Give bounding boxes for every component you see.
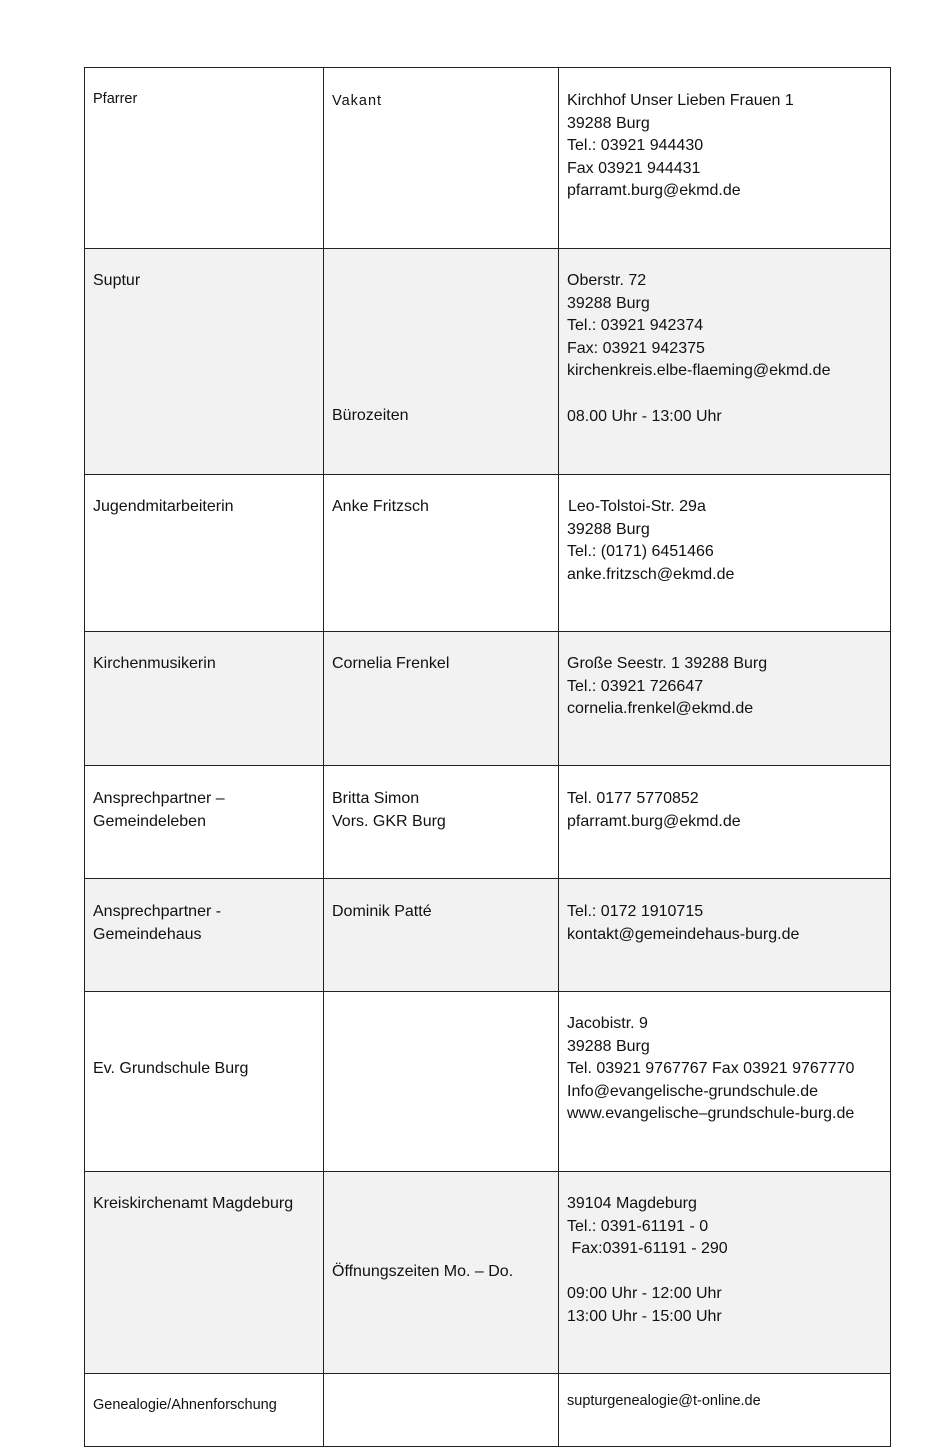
phone-line: Tel.: 0391-61191 - 0 (567, 1217, 709, 1235)
phone-line: Tel.: (0171) 6451466 (567, 543, 714, 561)
phone-line: Tel.: 03921 726647 (567, 677, 704, 695)
person-cell (324, 766, 559, 879)
phone-line: Tel. 0177 5770852 (567, 790, 699, 807)
table-row (85, 68, 891, 249)
address-line: Große Seestr. 1 39288 Burg (567, 655, 768, 672)
person-cell (324, 879, 559, 992)
phone-line: Tel.: 03921 942374 (567, 317, 704, 335)
role-label: Genealogie/Ahnenforschung (93, 1397, 277, 1413)
role-label: Ev. Grundschule Burg (93, 1060, 249, 1077)
role-label-line-2: Gemeindehaus (93, 925, 202, 943)
email-line: anke.fritzsch@ekmd.de (567, 565, 735, 583)
contact-cell (559, 475, 891, 632)
contact-cell (559, 68, 891, 249)
table-row (85, 475, 891, 632)
opening-hours-label: Öffnungszeiten Mo. – Do. (332, 1263, 514, 1280)
person-name: Vakant (332, 93, 383, 109)
city-line: 39288 Burg (567, 1037, 650, 1055)
person-name: Britta Simon (332, 790, 420, 807)
city-line: 39288 Burg (567, 294, 650, 312)
email-line: kirchenkreis.elbe-flaeming@ekmd.de (567, 362, 831, 380)
website-line: www.evangelische–grundschule-burg.de (567, 1105, 855, 1123)
hours-line-2: 13:00 Uhr - 15:00 Uhr (567, 1307, 722, 1325)
contact-table (84, 67, 891, 1447)
person-name: Anke Fritzsch (332, 498, 429, 515)
table-row (85, 1374, 891, 1447)
person-cell (324, 475, 559, 632)
address-line: Leo-Tolstoi-Str. 29a (568, 498, 706, 515)
phone-line: Tel.: 0172 1910715 (567, 903, 704, 920)
contact-cell (559, 879, 891, 992)
fax-line: Fax:0391-61191 - 290 (567, 1240, 728, 1258)
person-cell (324, 1172, 559, 1374)
role-label-line-2: Gemeindeleben (93, 812, 206, 830)
fax-line: Fax: 03921 942375 (567, 339, 705, 357)
contact-cell (559, 632, 891, 766)
table-row (85, 879, 891, 992)
email-line: cornelia.frenkel@ekmd.de (567, 700, 754, 718)
address-line: Kirchhof Unser Lieben Frauen 1 (567, 92, 794, 109)
contact-cell (559, 1172, 891, 1374)
phone-line: Tel.: 03921 944430 (567, 137, 704, 155)
table-row (85, 1172, 891, 1374)
person-cell (324, 632, 559, 766)
hours-line-1: 09:00 Uhr - 12:00 Uhr (567, 1285, 722, 1303)
role-label: Suptur (93, 272, 141, 289)
fax-line: Fax 03921 944431 (567, 159, 701, 177)
role-label: Kirchenmusikerin (93, 655, 216, 672)
role-cell (85, 632, 324, 766)
person-cell (324, 68, 559, 249)
role-cell (85, 249, 324, 475)
email-line: Info@evangelische-grundschule.de (567, 1082, 819, 1100)
address-line: Jacobistr. 9 (567, 1015, 648, 1032)
role-cell (85, 992, 324, 1172)
table-row (85, 632, 891, 766)
contact-cell (559, 992, 891, 1172)
table-row (85, 249, 891, 475)
role-cell (85, 1172, 324, 1374)
role-label-line-1: Ansprechpartner – (93, 790, 225, 807)
email-line: supturgenealogie@t-online.de (567, 1393, 761, 1409)
contact-cell (559, 766, 891, 879)
role-label-line-1: Ansprechpartner - (93, 903, 222, 920)
role-cell (85, 1374, 324, 1447)
role-label: Kreiskirchenamt Magdeburg (93, 1195, 294, 1212)
contact-cell (559, 249, 891, 475)
person-cell (324, 992, 559, 1172)
person-cell (324, 1374, 559, 1447)
city-line: 39104 Magdeburg (567, 1195, 697, 1212)
role-cell (85, 68, 324, 249)
phone-fax-line: Tel. 03921 9767767 Fax 03921 9767770 (567, 1060, 855, 1078)
table-row (85, 766, 891, 879)
email-line: pfarramt.burg@ekmd.de (567, 182, 741, 200)
city-line: 39288 Burg (567, 114, 650, 132)
person-title: Vors. GKR Burg (332, 812, 446, 830)
city-line: 39288 Burg (567, 520, 650, 538)
email-line: pfarramt.burg@ekmd.de (567, 812, 741, 830)
person-name: Dominik Patté (332, 903, 432, 920)
person-cell (324, 249, 559, 475)
role-cell (85, 475, 324, 632)
role-cell (85, 766, 324, 879)
contact-cell (559, 1374, 891, 1447)
table-row (85, 992, 891, 1172)
role-cell (85, 879, 324, 992)
address-line: Oberstr. 72 (567, 272, 647, 289)
email-line: kontakt@gemeindehaus-burg.de (567, 925, 800, 943)
person-name: Cornelia Frenkel (332, 655, 450, 672)
hours-line: 08.00 Uhr - 13:00 Uhr (567, 407, 722, 425)
role-label: Pfarrer (93, 91, 138, 107)
office-hours-label: Bürozeiten (332, 407, 409, 424)
role-label: Jugendmitarbeiterin (93, 498, 234, 515)
